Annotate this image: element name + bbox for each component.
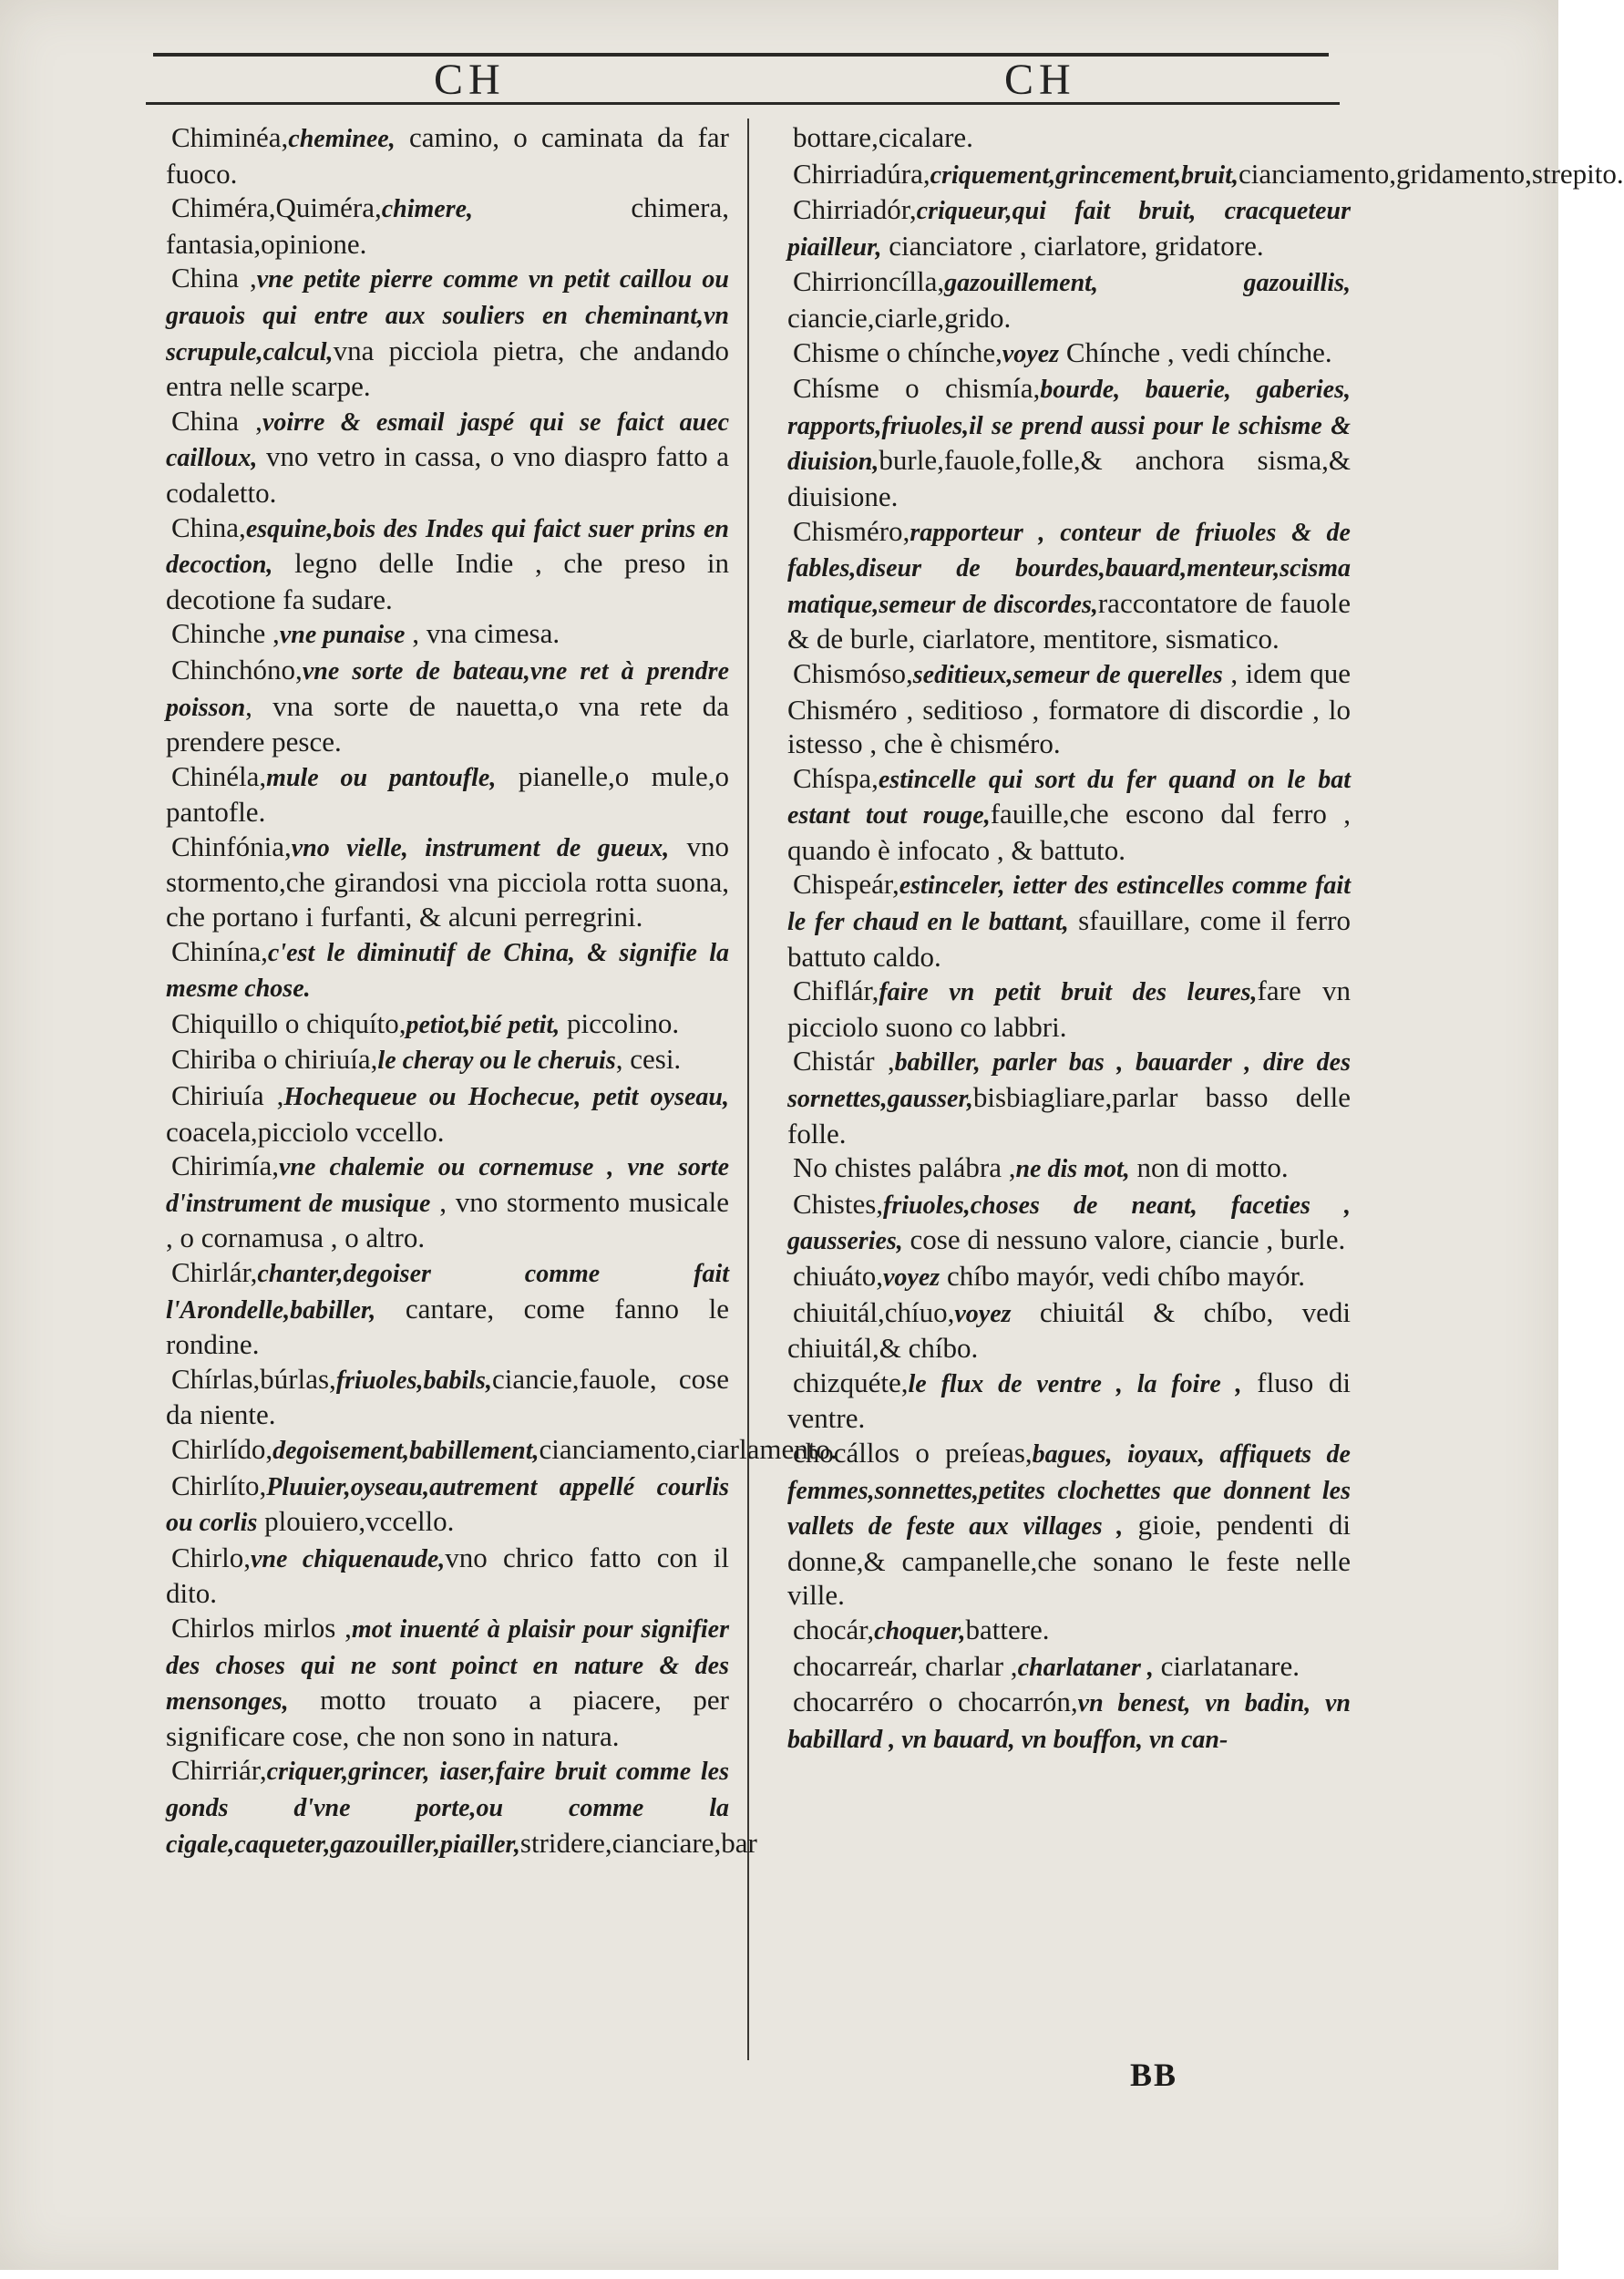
entry-italian-gloss: Chínche , vedi chínche. [1059,335,1332,368]
entry-french-gloss: vne chiquenaude, [250,1544,446,1573]
dictionary-entry [767,1044,1351,1150]
dictionary-entry [767,1259,1351,1295]
dictionary-entry [146,1078,729,1149]
entry-italian-gloss: chíbo mayór, vedi chíbo mayór. [940,1260,1305,1292]
column-divider [747,119,749,2060]
entry-headword: chocarréro o chocarrón, [793,1686,1078,1718]
entry-french-gloss: voirre & esmail jaspé qui se faict auec cailloux, [166,407,729,473]
entry-french-gloss: faire vn petit bruit des leures, [879,978,1258,1007]
entry-italian-gloss: vna picciola pietra, che andando entra nelle scarpe. [166,334,729,403]
entry-french-gloss: vne sorte de bateau,vne ret à prendre poisson [166,656,729,722]
dictionary-entry [146,261,729,403]
entry-headword: Chirriár, [171,1754,267,1787]
entry-italian-gloss: sfauillare, come il ferro battuto caldo. [787,904,1351,973]
entry-italian-gloss: legno delle Indie , che preso in decotione fa sudare. [166,547,729,615]
running-head-right: CH [1004,56,1076,104]
entry-italian-gloss: vno chrico fatto con il dito. [166,1541,730,1610]
entry-italian-gloss: , vna cimesa. [405,617,560,650]
dictionary-entry [767,1150,1351,1187]
entry-headword: Chiflár, [793,975,879,1007]
entry-italian-gloss: vno stormento,che girandosi vna picciola rotta suona, che portano i furfanti, & alcuni perregrini. [166,830,729,933]
entry-italian-gloss: pianelle,o mule,o pantofle. [166,759,729,829]
dictionary-entry [146,1362,729,1432]
dictionary-entry [146,830,729,934]
entry-french-gloss: esquine,bois des Indes qui faict suer prins en decoction, [166,514,729,580]
entry-french-gloss: criqueur,qui fait bruit, cracqueteur piailleur, [787,197,1351,262]
entry-headword: Chismóso, [793,656,913,689]
entry-italian-gloss: cianciatore , ciarlatore, gridatore. [881,229,1264,262]
entry-headword: Chisme o chínche, [793,335,1002,368]
entry-headword: Chinfónia, [171,830,292,862]
entry-french-gloss: c'est le diminutif de China, & signifie la mesme chose. [166,938,729,1004]
entry-italian-gloss: ciancie,ciarle,grido. [787,301,1012,334]
dictionary-entry [767,120,1351,157]
entry-headword: Chirriadór, [793,193,917,226]
entry-french-gloss: mot inuenté à plaisir pour signifier des choses qui ne sont poinct en nature & des mensonges, [166,1614,729,1717]
entry-headword: No chistes palábra , [793,1151,1016,1184]
entry-italian-gloss: battere. [965,1613,1050,1645]
entry-italian-gloss: coacela,picciolo vccello. [166,1115,445,1148]
dictionary-entry [767,371,1351,513]
entry-headword: Chíspa, [793,761,879,794]
entry-headword: Chispeár, [793,868,899,901]
entry-french-gloss: voyez [883,1263,940,1292]
entry-french-gloss: friuoles,babils, [335,1366,492,1395]
entry-italian-gloss: fluso di ventre. [787,1366,1351,1435]
entry-french-gloss: vne petite pierre comme vn petit caillou ou grauois qui entre aux souliers en cheminant,vn scrupule,calcul, [166,265,729,366]
entry-french-gloss: friuoles,choses de neant, faceties , gausseries, [787,1191,1351,1256]
dictionary-entry [146,616,729,653]
entry-headword: China , [171,404,262,437]
entry-headword: chocállos o preíeas, [793,1436,1033,1469]
entry-headword: Chirlído, [171,1432,273,1465]
right-column [767,120,1624,1757]
entry-italian-gloss: plouiero,vccello. [257,1505,455,1538]
entry-french-gloss: criquer,grincer, iaser,faire bruit comme les gonds d'vne porte,ou comme la cigale,caqueter,gazouiller,piailler, [166,1758,729,1859]
entry-french-gloss: babiller, parler bas , bauarder , dire des sornettes,gausser, [787,1048,1351,1114]
running-head-left: CH [434,56,506,104]
entry-headword: Chiriba o chiriuía, [171,1043,378,1076]
dictionary-entry [767,1649,1351,1686]
entry-italian-gloss: raccontatore de fauole & de burle, ciarlatore, mentitore, sismatico. [787,586,1351,655]
dictionary-entry [767,761,1351,868]
entry-italian-gloss: fauille,che escono dal ferro , quando è infocato , & battuto. [787,798,1352,866]
entry-french-gloss: estincelle qui sort du fer quand on le bat estant tout rouge, [787,765,1351,830]
entry-headword: Chinína, [171,934,268,967]
dictionary-entry [767,974,1351,1044]
entry-french-gloss: vno vielle, instrument de gueux, [291,833,670,862]
entry-french-gloss: rapporteur , conteur de friuoles & de fables,diseur de bourdes,bauard,menteur,scisma matique,semeur de discordes, [787,518,1351,619]
entry-french-gloss: vn benest, vn badin, vn babillard , vn bauard, vn bouffon, vn can- [787,1689,1351,1754]
entry-headword: Chistes, [793,1187,884,1220]
entry-italian-gloss: ciarlatanare. [1153,1649,1300,1682]
dictionary-entry [767,514,1351,656]
entry-headword: Chirriadúra, [793,157,930,190]
entry-headword: Chirlos mirlos , [171,1611,352,1644]
dictionary-entry [767,335,1351,372]
dictionary-entry [146,191,729,261]
dictionary-entry [767,264,1351,335]
dictionary-entry [767,1613,1351,1649]
dictionary-entry [767,192,1351,264]
dictionary-entry [146,510,729,617]
entry-french-gloss: charlataner , [1017,1653,1154,1682]
entry-italian-gloss: gioie, pendenti di donne,& campanelle,che sonano le feste nelle ville. [787,1509,1351,1612]
entry-italian-gloss: non di motto. [1129,1151,1289,1184]
entry-french-gloss: bagues, ioyaux, affiquets de femmes,sonnettes,petites clochettes que donnent les vallets de feste aux villages , [787,1439,1351,1542]
entry-headword: Chirlo, [171,1541,251,1573]
dictionary-entry [767,1366,1351,1436]
dictionary-entry [146,404,729,510]
entry-headword: Chinchóno, [171,653,303,686]
dictionary-entry [767,656,1351,761]
entry-italian-gloss: chimera, fantasia,opinione. [166,191,729,260]
dictionary-entry [146,934,729,1006]
entry-french-gloss: criquement,grincement,bruit, [930,160,1239,190]
entry-french-gloss: estinceler, ietter des estincelles comme fait le fer chaud en le battant, [787,871,1351,937]
entry-french-gloss: le flux de ventre , la foire , [908,1369,1242,1398]
entry-headword: Chiquillo o chiquíto, [171,1006,406,1039]
entry-italian-gloss: , idem que Chisméro , seditioso , formatore di discordie , lo istesso , che è chisméro. [787,656,1351,760]
entry-french-gloss: le cheray ou le cheruis [377,1047,616,1076]
entry-italian-gloss: cose di nessuno valore, ciancie , burle. [902,1223,1346,1256]
dictionary-entry [146,120,729,191]
entry-italian-gloss: , vno stormento musicale , o cornamusa , o altro. [166,1185,729,1254]
entry-headword: Chiminéa, [171,121,289,153]
entry-french-gloss: Pluuier,oyseau,autrement appellé courlis ou corlis [166,1472,729,1538]
dictionary-entry [146,1541,729,1611]
dictionary-entry [767,1436,1351,1613]
header-rule [146,102,1340,105]
entry-headword: China, [171,510,246,543]
dictionary-entry [767,1685,1351,1757]
entry-french-gloss: Hochequeue ou Hochecue, petit oyseau, [283,1083,729,1112]
dictionary-entry [146,1006,729,1043]
entry-italian-gloss: bisbiagliare,parlar basso delle folle. [787,1081,1351,1150]
entry-italian-gloss: piccolino. [560,1006,680,1039]
entry-headword: Chirlár, [171,1256,258,1288]
entry-french-gloss: voyez [1002,339,1060,368]
entry-french-gloss: gazouillement, gazouillis, [944,269,1351,298]
entry-french-gloss: ne dis mot, [1015,1155,1130,1184]
dictionary-entry [146,1432,838,1469]
entry-italian-gloss: fare vn picciolo suono co labbri. [787,975,1351,1043]
entry-headword: Chírlas,búrlas, [171,1362,336,1395]
entry-french-gloss: chimere, [381,195,474,224]
entry-italian-gloss: vno vetro in cassa, o vno diaspro fatto a codaletto. [166,440,729,509]
entry-headword: chizquéte, [793,1366,909,1398]
dictionary-entry [146,1611,729,1753]
entry-italian-gloss: cantare, come fanno le rondine. [166,1292,729,1361]
entry-italian-gloss: camino, o caminata da far fuoco. [166,121,729,190]
entry-italian-gloss: ciancie,fauole, cose da niente. [166,1362,729,1431]
entry-headword: chocár, [793,1613,875,1645]
entry-headword: Chirrioncílla, [793,265,945,298]
entry-italian-gloss: , cesi. [615,1043,682,1076]
dictionary-entry [146,1149,729,1255]
dictionary-entry [767,867,1351,974]
dictionary-entry [146,759,729,830]
dictionary-entry [767,157,1624,193]
entry-french-gloss: voyez [954,1299,1012,1328]
entry-headword: Chinche , [171,617,280,650]
entry-french-gloss: petiot,bié petit, [406,1010,560,1039]
dictionary-entry [146,1469,729,1541]
entry-italian-gloss: cianciamento,ciarlamento. [539,1432,838,1465]
entry-headword: Chinéla, [171,759,267,792]
dictionary-entry [146,1255,729,1362]
entry-italian-gloss: burle,fauole,folle,& anchora sisma,& diuisione. [787,444,1351,512]
entry-headword: Chisméro, [793,514,910,547]
dictionary-entry [767,1187,1351,1259]
entry-french-gloss: degoisement,babillement, [272,1436,540,1465]
entry-italian-gloss: cianciamento,gridamento,strepito. [1239,157,1624,190]
entry-italian-gloss: chiuitál & chíbo, vedi chiuitál,& chíbo. [787,1295,1351,1365]
entry-italian-gloss: stridere,cianciare,bar [519,1826,757,1859]
dictionary-entry [146,1753,757,1861]
entry-headword: Chirimía, [171,1150,279,1182]
entry-italian-gloss: bottare,cicalare. [793,121,973,153]
entry-headword: chocarreár, charlar , [793,1649,1018,1682]
entry-headword: chiuáto, [793,1260,883,1292]
top-rule [153,53,1329,57]
entry-french-gloss: choquer, [874,1616,966,1645]
entry-french-gloss: bourde, bauerie, gaberies, rapports,friuoles,il se prend aussi pour le schisme & diuision, [787,376,1351,477]
entry-french-gloss: chanter,degoiser comme fait l'Arondelle,babiller, [166,1260,729,1325]
entry-french-gloss: cheminee, [288,125,396,153]
entry-french-gloss: vne chalemie ou cornemuse , vne sorte d'instrument de musique [166,1153,729,1218]
entry-italian-gloss: , vna sorte de nauetta,o vna rete da prendere pesce. [166,689,729,758]
dictionary-entry [146,653,729,759]
entry-headword: Chiméra,Quiméra, [171,191,382,224]
entry-headword: Chísme o chismía, [793,372,1041,405]
dictionary-entry [767,1295,1351,1366]
entry-headword: Chirlíto, [171,1469,267,1501]
entry-headword: Chiriuía , [171,1079,284,1112]
catchword: BB [1130,2057,1178,2093]
entry-french-gloss: vne punaise [279,621,406,650]
entry-french-gloss: seditieux,semeur de querelles [912,660,1223,689]
entry-italian-gloss: motto trouato a piacere, per significare cose, che non sono in natura. [166,1684,729,1752]
entry-headword: chiuitál,chíuo, [793,1295,955,1328]
entry-french-gloss: mule ou pantoufle, [266,763,497,792]
entry-headword: Chistár , [793,1045,895,1078]
dictionary-entry [146,1042,729,1078]
entry-headword: China , [171,262,257,294]
